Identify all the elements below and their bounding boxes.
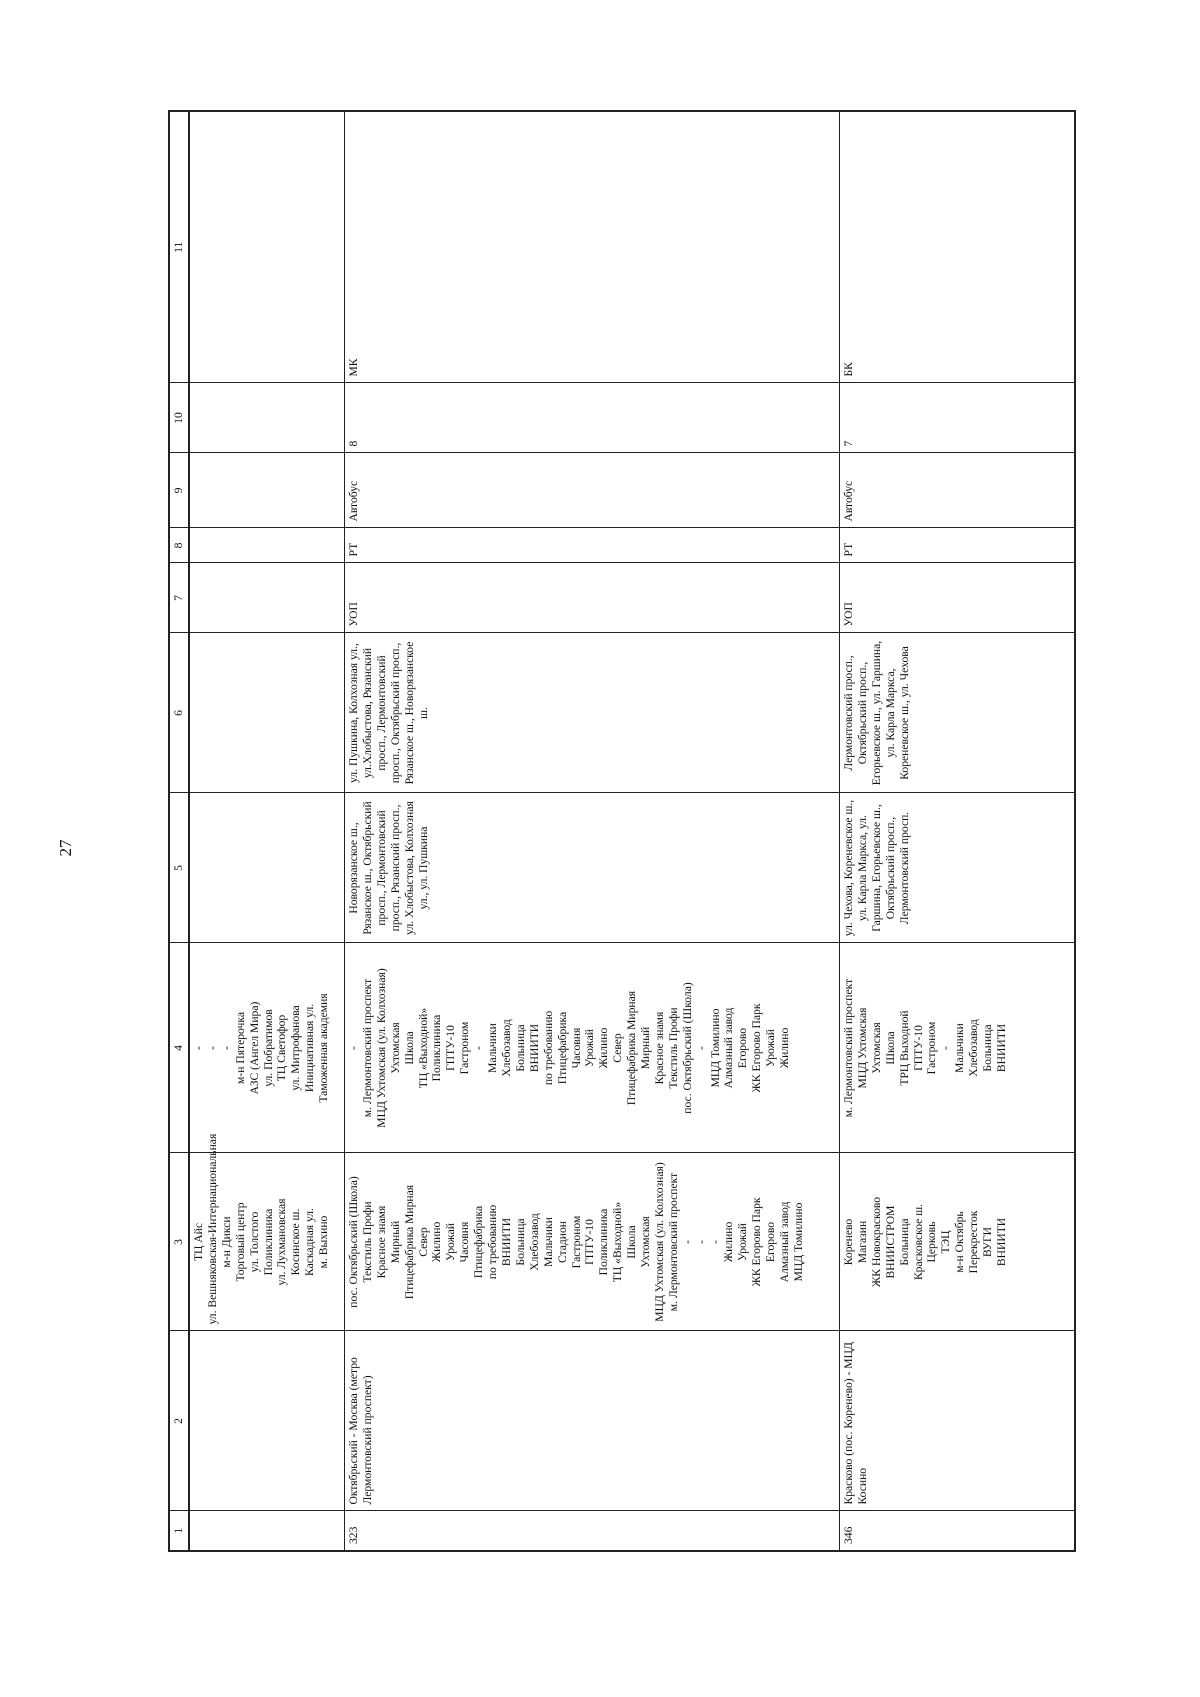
col9-cell: Автобус — [345, 453, 840, 528]
stop-item: - — [694, 1046, 708, 1050]
stop-item: Жилино — [722, 1221, 736, 1263]
stop-item: Красное знамя — [652, 1011, 666, 1085]
stop-item: Больница — [897, 1218, 911, 1266]
stop-item: ТЦ Светофор — [275, 1014, 289, 1082]
stop-item: Урожай — [444, 1223, 458, 1261]
stop-item: ул. Толстого — [247, 1211, 261, 1273]
header-row — [169, 111, 189, 1551]
stop-item: ТЦ «Выходной» — [611, 1201, 625, 1283]
col9-cell: Автобус — [840, 453, 1076, 528]
stop-item: Птицефабрика Мирная — [625, 990, 639, 1106]
col11-cell: БК — [840, 111, 1076, 383]
stop-item: ВНИИТИ — [994, 1217, 1008, 1267]
stop-item: ГПТУ-10 — [911, 1025, 925, 1071]
stop-item: Ухтомская — [869, 1022, 883, 1074]
stop-item: Поликлиника — [597, 1208, 611, 1276]
route-number-cell: 323 — [345, 1511, 840, 1551]
stop-item: ВНИИТИ — [527, 1023, 541, 1073]
stop-item: ЖК Егорово Парк — [750, 1003, 764, 1093]
stop-item: Птицефабрика Мирная — [402, 1184, 416, 1300]
stop-item: Каскадная ул. — [303, 1208, 317, 1276]
header-cell: 3 — [169, 1153, 189, 1331]
col7-cell: УОП — [840, 563, 1076, 633]
stop-item: Текстиль Профи — [360, 1201, 374, 1283]
continuation-row — [189, 111, 345, 1551]
stop-item: ул. Лухмановская — [275, 1198, 289, 1286]
route-name-cell — [189, 1331, 345, 1511]
stop-item: пос. Октябрьский (Школа) — [680, 982, 694, 1114]
col10-cell: 8 — [345, 383, 840, 453]
stop-item: ТРЦ Выходной — [897, 1010, 911, 1086]
page-number: 27 — [56, 839, 75, 857]
stop-item: Перекресток — [967, 1210, 981, 1274]
stop-item: - — [192, 1046, 205, 1050]
header-cell: 4 — [169, 943, 189, 1153]
stop-item: Больница — [981, 1024, 995, 1072]
stop-item: ВНИИТИ — [499, 1217, 513, 1267]
stop-item: Жилино — [778, 1027, 792, 1069]
stop-item: МЦД Ухтомская (ул. Колхозная) — [374, 968, 388, 1128]
streets-forward-cell: ул. Чехова, Кореневское ш., ул. Карла Маркса, ул. Гаршина, Егорьевское ш., Октябрьский просп., Лермонтовский просп. — [840, 793, 1076, 943]
stop-item: Север — [611, 1033, 625, 1063]
stop-item: Птицефабрика — [555, 1011, 569, 1085]
col8-cell: РТ — [345, 528, 840, 563]
route-name-cell: Красково (пос. Коренево) - МЦД Косино — [840, 1331, 1076, 1511]
stop-item: ТЭЦ — [939, 1230, 953, 1254]
stop-item: Таможенная академия — [317, 993, 331, 1103]
stop-item: ул. Митрофанова — [289, 1005, 303, 1091]
stop-item: Красковское ш. — [911, 1203, 925, 1281]
stop-item: ГПТУ-10 — [583, 1219, 597, 1265]
rotated-table-wrapper — [168, 112, 1060, 1552]
stop-item: м-н Октябрь — [953, 1211, 967, 1273]
stop-item: м-н Дикси — [219, 1216, 233, 1268]
stop-item: Урожай — [583, 1029, 597, 1067]
stop-item: Больница — [513, 1024, 527, 1072]
stop-item: ВУГИ — [981, 1226, 995, 1258]
col10-cell: 7 — [840, 383, 1076, 453]
stop-item: МЦД Ухтомская — [855, 1007, 869, 1089]
stop-item: МЦД Томилино — [792, 1202, 805, 1282]
stop-item: - — [472, 1046, 486, 1050]
stop-item: Ухтомская — [388, 1022, 402, 1074]
header-cell: 1 — [169, 1511, 189, 1551]
stop-item: Инициативная ул. — [303, 1003, 317, 1093]
stops-forward-cell — [345, 1153, 840, 1331]
stops-backward-cell — [189, 943, 345, 1153]
stop-item: Школа — [402, 1031, 416, 1065]
stop-item: ЖК Егорово Парк — [750, 1197, 764, 1287]
header-cell: 9 — [169, 453, 189, 528]
stop-item: Птицефабрика — [472, 1205, 486, 1279]
stops-forward-cell — [840, 1153, 1076, 1331]
stop-item: Север — [416, 1227, 430, 1257]
stop-item: Поликлиника — [261, 1208, 275, 1276]
stop-item: м. Лермонтовский проспект — [666, 1172, 680, 1312]
stop-item: Стадион — [555, 1220, 569, 1264]
stop-item: Мирный — [388, 1220, 402, 1264]
stop-item: - — [680, 1240, 694, 1244]
stop-item: ЖК Новокрасково — [869, 1196, 883, 1288]
stop-item: МЦД Ухтомская (ул. Колхозная) — [652, 1162, 666, 1322]
stop-item: ул. Побратимов — [261, 1009, 275, 1087]
stop-item: ТЦ «Выходной» — [416, 1007, 430, 1089]
header-cell: 7 — [169, 563, 189, 633]
stop-item: Поликлиника — [430, 1014, 444, 1082]
stop-item: м. Лермонтовский проспект — [842, 978, 855, 1118]
stop-item: Алмазный завод — [778, 1201, 792, 1283]
col8-cell: РТ — [840, 528, 1076, 563]
streets-backward-cell — [189, 633, 345, 793]
stops-forward-cell — [189, 1133, 345, 1331]
route-row — [840, 111, 1076, 1551]
route-number-cell: 346 — [840, 1511, 1076, 1551]
col7-cell — [189, 563, 345, 633]
stop-item: Больница — [513, 1218, 527, 1266]
stop-item: АЗС (Ангел Мира) — [247, 1001, 261, 1095]
stop-item: - — [939, 1046, 953, 1050]
stop-item: Хлебозавод — [527, 1213, 541, 1271]
col10-cell — [189, 383, 345, 453]
col11-cell: МК — [345, 111, 840, 383]
stops-backward-cell — [345, 943, 840, 1153]
header-cell: 6 — [169, 633, 189, 793]
stop-item: Церковь — [925, 1221, 939, 1263]
stop-item: - — [708, 1240, 722, 1244]
stop-item: ВНИИТИ — [994, 1023, 1008, 1073]
stop-item: Гастроном — [458, 1021, 472, 1075]
streets-backward-cell: ул. Пушкина, Колхозная ул., ул.Хлобыстова, Рязанский просп., Лермонтовский просп., Октябрьский просп., Рязанское ш., Новорязанское ш. — [345, 633, 840, 793]
stop-item: Урожай — [736, 1223, 750, 1261]
stop-item: Хлебозавод — [967, 1019, 981, 1077]
streets-forward-cell — [189, 793, 345, 943]
stop-item: Урожай — [764, 1029, 778, 1067]
stop-item: Жилино — [430, 1221, 444, 1263]
header-cell: 11 — [169, 111, 189, 383]
stop-item: - — [347, 1046, 360, 1050]
stop-item: ВНИИСТРОМ — [883, 1205, 897, 1279]
stop-item: Косинское ш. — [289, 1208, 303, 1276]
stop-item: Текстиль Профи — [666, 1007, 680, 1089]
stop-item: по требованию — [541, 1010, 555, 1086]
route-number-cell — [189, 1511, 345, 1551]
stop-item: Часовня — [458, 1221, 472, 1263]
col9-cell — [189, 453, 345, 528]
col8-cell — [189, 528, 345, 563]
stop-item: Торговый центр — [233, 1202, 247, 1282]
stop-item: - — [219, 1046, 233, 1050]
stop-item: Гастроном — [569, 1215, 583, 1269]
stop-item: м-н Пятерочка — [233, 1012, 247, 1084]
header-cell: 10 — [169, 383, 189, 453]
stop-item: Егорово — [736, 1027, 750, 1069]
stop-item: Мальчики — [541, 1217, 555, 1267]
stop-item: Егорово — [764, 1221, 778, 1263]
stop-item: ТЦ Айс — [192, 1222, 205, 1262]
stop-item: - — [205, 1046, 219, 1050]
stop-item: МЦД Томилино — [708, 1008, 722, 1088]
stop-item: Школа — [883, 1031, 897, 1065]
header-cell: 5 — [169, 793, 189, 943]
header-cell: 2 — [169, 1331, 189, 1511]
col11-cell — [189, 111, 345, 383]
stop-item: пос. Октябрьский (Школа) — [347, 1176, 360, 1308]
stop-item: Коренево — [842, 1218, 855, 1266]
stop-item: Мальчики — [953, 1023, 967, 1073]
stop-item: ГПТУ-10 — [444, 1025, 458, 1071]
stop-item: Магазин — [855, 1220, 869, 1264]
stops-backward-cell — [840, 943, 1076, 1153]
route-name-cell: Октябрьский - Москва (метро Лермонтовский проспект) — [345, 1331, 840, 1511]
stop-item: Мальчики — [486, 1023, 500, 1073]
stop-item: Гастроном — [925, 1021, 939, 1075]
stop-item: по требованию — [486, 1204, 500, 1280]
stop-item: Алмазный завод — [722, 1007, 736, 1089]
stop-item: Часовня — [569, 1027, 583, 1069]
streets-backward-cell: Лермонтовский просп., Октябрьский просп., Егорьевское ш., ул. Гаршина, ул. Карла Маркса, Кореневское ш., ул. Чехова — [840, 633, 1076, 793]
stop-item: Жилино — [597, 1027, 611, 1069]
stop-item: Мирный — [639, 1026, 653, 1070]
stop-item: Хлебозавод — [499, 1019, 513, 1077]
streets-forward-cell: Новорязанское ш., Рязанское ш., Октябрьский просп., Лермонтовский просп., Рязанский просп., ул. Хлобыстова, Колхозная ул., ул. Пушкина — [345, 793, 840, 943]
header-cell: 8 — [169, 528, 189, 563]
routes-table — [168, 110, 1076, 1552]
stop-item: Ухтомская — [639, 1216, 653, 1268]
stop-item: Школа — [625, 1225, 639, 1259]
stop-item: м. Лермонтовский проспект — [360, 978, 374, 1118]
stop-item: Красное знамя — [374, 1205, 388, 1279]
stop-item: - — [694, 1240, 708, 1244]
col7-cell: УОП — [345, 563, 840, 633]
stop-item: м. Выхино — [317, 1215, 331, 1269]
stop-item: ул. Вешняковская-Интернациональная — [205, 1133, 219, 1325]
route-row — [345, 111, 840, 1551]
